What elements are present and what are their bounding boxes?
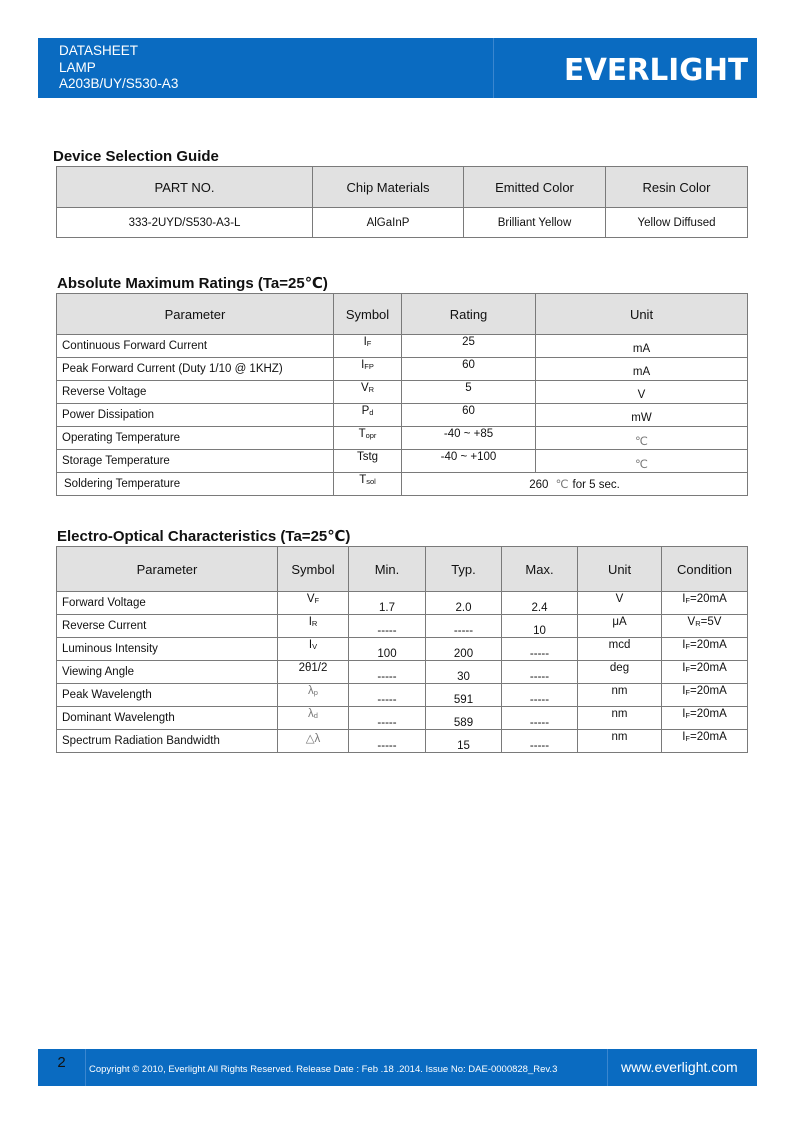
- emitted-color-cell: Brilliant Yellow: [464, 208, 606, 238]
- copyright-text: Copyright © 2010, Everlight All Rights Reserved. Release Date : Feb .18 .2014. Issue No: DAE-0000828_Rev.3: [89, 1064, 558, 1075]
- parameter-cell: Spectrum Radiation Bandwidth: [57, 730, 278, 753]
- symbol-text: I: [361, 359, 365, 371]
- table-row: [57, 592, 748, 615]
- condition-subscript: F: [685, 688, 691, 697]
- col-emitted-color: Emitted Color: [464, 167, 606, 208]
- table-row: [57, 638, 748, 661]
- symbol-subscript: sol: [366, 477, 376, 486]
- col-symbol: Symbol: [334, 294, 402, 335]
- symbol-cell: [278, 638, 349, 661]
- symbol-cell: [278, 592, 349, 615]
- typ-cell: 591: [426, 684, 502, 707]
- unit-cell: [536, 450, 748, 473]
- part-no-cell: 333-2UYD/S530-A3-L: [57, 208, 313, 238]
- unit-text: ℃: [635, 459, 648, 471]
- col-symbol: Symbol: [278, 547, 349, 592]
- resin-color-cell: Yellow Diffused: [606, 208, 748, 238]
- symbol-cell: [334, 450, 402, 473]
- table-row: [57, 335, 748, 358]
- rating-cell: 25: [402, 335, 536, 358]
- typ-cell: 200: [426, 638, 502, 661]
- chip-materials-cell: AlGaInP: [313, 208, 464, 238]
- unit-cell: [536, 358, 748, 381]
- min-cell: -----: [349, 730, 426, 753]
- min-cell: -----: [349, 661, 426, 684]
- symbol-cell: [334, 473, 402, 496]
- parameter-cell: Storage Temperature: [57, 450, 334, 473]
- max-cell: -----: [502, 707, 578, 730]
- min-cell: -----: [349, 707, 426, 730]
- condition-subscript: F: [685, 734, 691, 743]
- col-max: Max.: [502, 547, 578, 592]
- symbol-subscript: opr: [365, 431, 377, 440]
- electro-optical-title: Electro-Optical Characteristics (Ta=25℃): [57, 528, 351, 545]
- unit-cell: deg: [578, 661, 662, 684]
- symbol-text: 2θ1/2: [298, 662, 328, 674]
- col-condition: Condition: [662, 547, 748, 592]
- condition-symbol: I: [682, 593, 686, 605]
- unit-text: mW: [631, 412, 652, 424]
- condition-value: =20mA: [690, 708, 727, 720]
- condition-subscript: F: [685, 596, 691, 605]
- rating-suffix: for 5 sec.: [572, 479, 620, 491]
- parameter-cell: Peak Forward Current (Duty 1/10 @ 1KHZ): [57, 358, 334, 381]
- rating-cell: [402, 473, 748, 496]
- symbol-text: V: [360, 382, 369, 394]
- symbol-text: Tstg: [356, 451, 379, 463]
- unit-cell: [536, 335, 748, 358]
- parameter-cell: Peak Wavelength: [57, 684, 278, 707]
- col-min: Min.: [349, 547, 426, 592]
- table-row: [57, 450, 748, 473]
- absolute-max-title: Absolute Maximum Ratings (Ta=25℃): [57, 275, 328, 292]
- condition-symbol: I: [682, 708, 686, 720]
- symbol-text: T: [358, 428, 366, 440]
- symbol-subscript: F: [366, 339, 372, 348]
- symbol-cell: [278, 661, 349, 684]
- electro-optical-table: [56, 546, 748, 753]
- condition-symbol: V: [687, 616, 696, 628]
- condition-value: =20mA: [690, 639, 727, 651]
- condition-symbol: I: [682, 662, 686, 674]
- page-number: 2: [57, 1054, 66, 1071]
- condition-cell: [662, 638, 748, 661]
- condition-subscript: R: [695, 619, 701, 628]
- condition-subscript: F: [685, 711, 691, 720]
- condition-value: =20mA: [690, 662, 727, 674]
- unit-cell: nm: [578, 730, 662, 753]
- absolute-max-table: [56, 293, 748, 496]
- symbol-cell: [278, 684, 349, 707]
- logo-text: EVERLIGHT: [564, 55, 749, 83]
- product-category: LAMP: [59, 59, 96, 75]
- website-link[interactable]: www.everlight.com: [621, 1059, 738, 1075]
- doc-type: DATASHEET: [59, 43, 139, 58]
- symbol-cell: [278, 707, 349, 730]
- symbol-text: I: [363, 336, 367, 348]
- min-cell: 100: [349, 638, 426, 661]
- condition-subscript: F: [685, 642, 691, 651]
- symbol-cell: [278, 730, 349, 753]
- symbol-text: P: [361, 405, 370, 417]
- symbol-text: V: [306, 593, 315, 605]
- part-number: A203B/UY/S530-A3: [59, 76, 179, 91]
- symbol-cell: [334, 404, 402, 427]
- col-part-no: PART NO.: [57, 167, 313, 208]
- table-row: [57, 615, 748, 638]
- symbol-subscript: V: [312, 642, 318, 651]
- symbol-cell: [334, 427, 402, 450]
- condition-symbol: I: [682, 731, 686, 743]
- table-row: [57, 473, 748, 496]
- table-row: [57, 427, 748, 450]
- typ-cell: -----: [426, 615, 502, 638]
- unit-cell: nm: [578, 707, 662, 730]
- parameter-cell: Luminous Intensity: [57, 638, 278, 661]
- col-rating: Rating: [402, 294, 536, 335]
- table-row: [57, 730, 748, 753]
- table-row: [57, 404, 748, 427]
- table-row: [57, 661, 748, 684]
- parameter-cell: Viewing Angle: [57, 661, 278, 684]
- symbol-subscript: R: [368, 385, 375, 394]
- col-resin-color: Resin Color: [606, 167, 748, 208]
- symbol-text: λ: [308, 708, 314, 720]
- table-row: [57, 208, 748, 238]
- table-row: [57, 707, 748, 730]
- table-header-row: [57, 547, 748, 592]
- col-unit: Unit: [578, 547, 662, 592]
- device-selection-table: [56, 166, 748, 238]
- unit-cell: [536, 381, 748, 404]
- col-parameter: Parameter: [57, 547, 278, 592]
- document-header: [38, 38, 757, 98]
- document-footer: [38, 1049, 757, 1086]
- col-chip-materials: Chip Materials: [313, 167, 464, 208]
- typ-cell: 2.0: [426, 592, 502, 615]
- unit-cell: μA: [578, 615, 662, 638]
- col-unit: Unit: [536, 294, 748, 335]
- unit-text: V: [637, 389, 646, 401]
- parameter-cell: Reverse Current: [57, 615, 278, 638]
- min-cell: -----: [349, 615, 426, 638]
- symbol-cell: [334, 381, 402, 404]
- condition-cell: [662, 661, 748, 684]
- rating-value: 260: [529, 479, 549, 491]
- rating-cell: 60: [402, 358, 536, 381]
- symbol-subscript: FP: [364, 362, 374, 371]
- symbol-text: I: [308, 639, 313, 651]
- max-cell: -----: [502, 684, 578, 707]
- header-divider: [493, 38, 494, 98]
- condition-cell: [662, 592, 748, 615]
- unit-cell: nm: [578, 684, 662, 707]
- unit-cell: [536, 427, 748, 450]
- condition-symbol: I: [682, 685, 686, 697]
- min-cell: -----: [349, 684, 426, 707]
- table-row: [57, 381, 748, 404]
- condition-subscript: F: [685, 665, 691, 674]
- col-parameter: Parameter: [57, 294, 334, 335]
- condition-value: =20mA: [690, 593, 727, 605]
- condition-value: =20mA: [690, 731, 727, 743]
- symbol-subscript: d: [313, 711, 318, 720]
- symbol-text: T: [359, 474, 367, 486]
- unit-cell: [536, 404, 748, 427]
- parameter-cell: Dominant Wavelength: [57, 707, 278, 730]
- device-selection-title: Device Selection Guide: [53, 148, 219, 165]
- rating-cell: -40 ~ +85: [402, 427, 536, 450]
- unit-cell: mcd: [578, 638, 662, 661]
- col-typ: Typ.: [426, 547, 502, 592]
- symbol-text: △λ: [305, 733, 321, 745]
- rating-cell: 60: [402, 404, 536, 427]
- unit-text: ℃: [635, 436, 648, 448]
- parameter-cell: Power Dissipation: [57, 404, 334, 427]
- condition-cell: [662, 615, 748, 638]
- parameter-cell: Operating Temperature: [57, 427, 334, 450]
- typ-cell: 30: [426, 661, 502, 684]
- parameter-cell: Soldering Temperature: [57, 473, 334, 496]
- symbol-cell: [334, 358, 402, 381]
- typ-cell: 589: [426, 707, 502, 730]
- symbol-text: I: [308, 616, 312, 628]
- symbol-cell: [278, 615, 349, 638]
- unit-text: mA: [632, 366, 651, 378]
- parameter-cell: Continuous Forward Current: [57, 335, 334, 358]
- table-row: [57, 358, 748, 381]
- table-header-row: [57, 294, 748, 335]
- condition-symbol: I: [682, 639, 686, 651]
- table-row: [57, 684, 748, 707]
- max-cell: 10: [502, 615, 578, 638]
- typ-cell: 15: [426, 730, 502, 753]
- parameter-cell: Reverse Voltage: [57, 381, 334, 404]
- header-text: [59, 43, 178, 93]
- footer-divider: [607, 1049, 608, 1086]
- max-cell: 2.4: [502, 592, 578, 615]
- symbol-subscript: d: [369, 408, 374, 417]
- degree-unit: ℃: [555, 479, 569, 491]
- everlight-logo: [563, 55, 749, 83]
- min-cell: 1.7: [349, 592, 426, 615]
- symbol-cell: [334, 335, 402, 358]
- max-cell: -----: [502, 638, 578, 661]
- unit-text: mA: [632, 343, 651, 355]
- rating-cell: -40 ~ +100: [402, 450, 536, 473]
- max-cell: -----: [502, 661, 578, 684]
- condition-value: =20mA: [690, 685, 727, 697]
- parameter-cell: Forward Voltage: [57, 592, 278, 615]
- condition-cell: [662, 684, 748, 707]
- unit-cell: V: [578, 592, 662, 615]
- footer-divider: [85, 1049, 86, 1086]
- condition-cell: [662, 730, 748, 753]
- symbol-subscript: F: [314, 596, 320, 605]
- condition-value: =5V: [700, 616, 722, 628]
- symbol-text: λ: [308, 685, 314, 697]
- table-header-row: [57, 167, 748, 208]
- max-cell: -----: [502, 730, 578, 753]
- symbol-subscript: R: [311, 619, 318, 628]
- condition-cell: [662, 707, 748, 730]
- rating-cell: 5: [402, 381, 536, 404]
- symbol-subscript: p: [313, 688, 318, 697]
